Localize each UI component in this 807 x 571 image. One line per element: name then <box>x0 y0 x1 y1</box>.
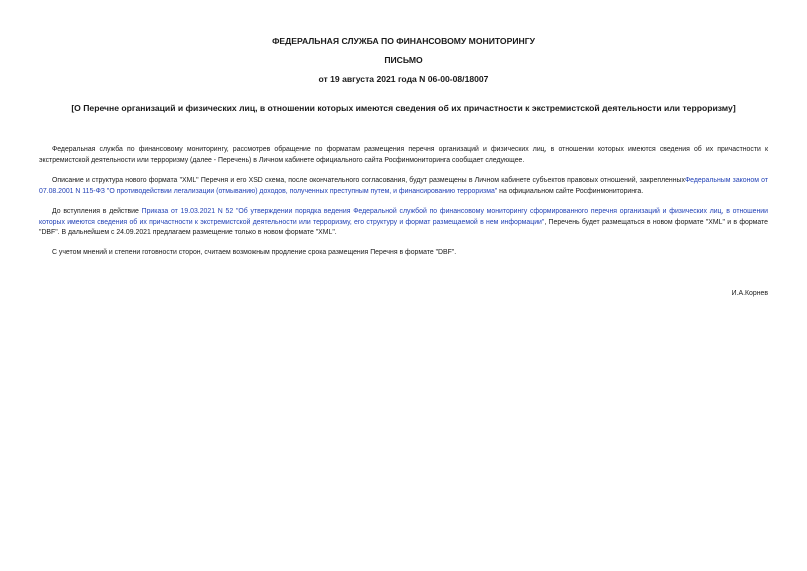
signature-name: И.А.Корнев <box>731 290 768 297</box>
paragraph-4-text: С учетом мнений и степени готовности сторон, считаем возможным продление срока размещения Перечня в формате "DBF". <box>52 249 457 256</box>
document-title: [О Перечне организаций и физических лиц, в отношении которых имеются сведения об их причастности к экстремистской деятельности или терроризму] <box>71 103 736 113</box>
paragraph-4 <box>39 248 768 259</box>
paragraph-3-text-after: , Перечень будет размещаться в новом формате "XML" и в формате "DBF". В дальнейшем с 24.09.2021 предлагаем размещение только в новом формате "XML". <box>39 218 768 237</box>
order-52-link[interactable]: Приказа от 19.03.2021 N 52 "Об утверждении порядка ведения Федеральной службой по финансовому мониторингу сформированного перечня организаций и физических лиц, в отношении которых имеются сведения об их причастности к экстремистской деятельности или терроризму, его структуру и формат размещаемой в нем информации" <box>39 208 769 226</box>
document-type-heading: ПИСЬМО <box>384 55 423 65</box>
organization-heading: ФЕДЕРАЛЬНАЯ СЛУЖБА ПО ФИНАНСОВОМУ МОНИТОРИНГУ <box>272 36 535 46</box>
paragraph-1 <box>39 145 768 166</box>
federal-law-115-link[interactable]: Федеральным законом от 07.08.2001 N 115-ФЗ "О противодействии легализации (отмыванию) доходов, полученных преступным путем, и финансированию терроризма" <box>39 177 768 195</box>
paragraph-2-text-after: на официальном сайте Росфинмониторинга. <box>497 187 644 195</box>
paragraph-3-text-before: До вступления в действие <box>52 208 142 215</box>
paragraph-1-text: Федеральная служба по финансовому мониторингу, рассмотрев обращение по форматам размещения перечня организаций и физических лиц, в отношении которых имеются сведения об их причастности к экстремистской деятельности или терроризму (далее - Перечень) в Личном кабинете официального сайта Росфинмониторинга сообщает следующее. <box>39 146 768 164</box>
paragraph-3 <box>39 207 768 239</box>
paragraph-2 <box>39 176 768 197</box>
paragraph-2-text-before: Описание и структура нового формата "XML" Перечня и его XSD схема, после окончательного согласования, будут размещены в Личном кабинете субъектов правовых отношений, закрепленных <box>52 177 685 184</box>
document-date-number: от 19 августа 2021 года N 06-00-08/18007 <box>318 74 489 84</box>
